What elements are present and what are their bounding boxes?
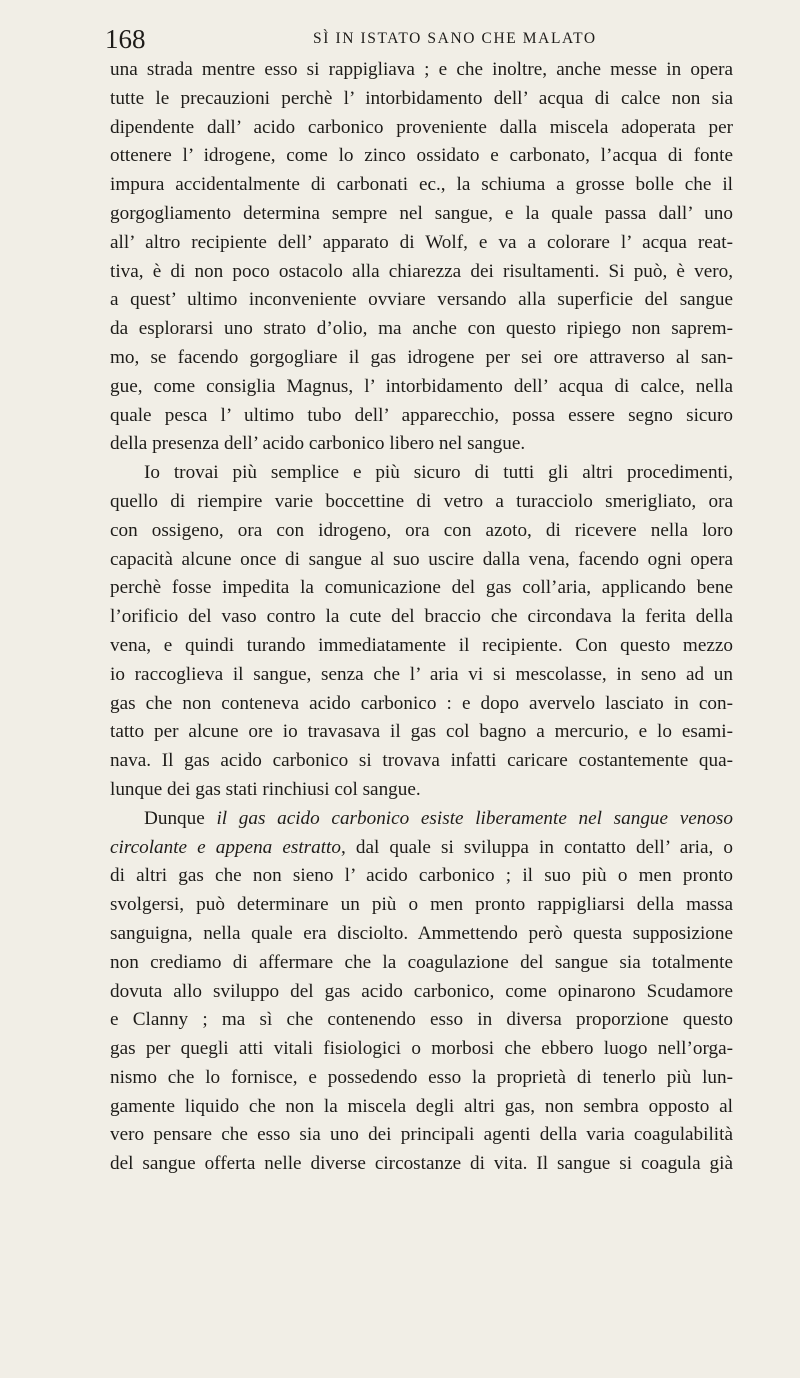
text-line: gamente liquido che non la miscela degli altri gas, non sembra opposto al (110, 1095, 733, 1117)
text-line: sanguigna, nella quale era disciolto. Ammettendo però questa supposizione (110, 922, 733, 944)
text-run: Dunque (144, 807, 217, 829)
text-line: nismo che lo fornisce, e possedendo esso la proprietà di tenerlo più lun- (110, 1066, 733, 1088)
text-line: dipendente dall’ acido carbonico proveniente dalla miscela adoperata per (110, 116, 733, 138)
text-line: quale pesca l’ ultimo tubo dell’ apparecchio, possa essere segno sicuro (110, 404, 733, 426)
italic-emphasis: circolante e appena estratto (110, 836, 341, 858)
running-head: SÌ IN ISTATO SANO CHE MALATO (313, 30, 597, 47)
text-line: all’ altro recipiente dell’ apparato di Wolf, e va a colorare l’ acqua reat- (110, 231, 733, 253)
text-line: dovuta allo sviluppo del gas acido carbonico, come opinarono Scudamore (110, 980, 733, 1002)
text-line: della presenza dell’ acido carbonico libero nel sangue. (110, 433, 526, 455)
text-line: perchè fosse impedita la comunicazione del gas coll’aria, applicando bene (110, 577, 733, 599)
text-line: con ossigeno, ora con idrogeno, ora con azoto, di ricevere nella loro (110, 519, 733, 541)
page-header (105, 22, 705, 56)
text-line: di altri gas che non sieno l’ acido carbonico ; il suo più o men pronto (110, 865, 733, 887)
text-line: e Clanny ; ma sì che contenendo esso in diversa proporzione questo (110, 1009, 733, 1031)
text-line: vena, e quindi turando immediatamente il recipiente. Con questo mezzo (110, 634, 733, 656)
text-line (110, 805, 733, 834)
text-line: del sangue offerta nelle diverse circostanze di vita. Il sangue si coagula già (110, 1153, 733, 1175)
page-number: 168 (105, 24, 146, 54)
text-line: gorgogliamento determina sempre nel sangue, e la quale passa dall’ uno (110, 202, 733, 224)
body-text (110, 56, 733, 1179)
text-line: lunque dei gas stati rinchiusi col sangue. (110, 778, 421, 800)
text-line: io raccoglieva il sangue, senza che l’ aria vi si mescolasse, in seno ad un (110, 663, 733, 685)
text-line: impura accidentalmente di carbonati ec., la schiuma a grosse bolle che il (110, 174, 733, 196)
text-line (110, 834, 733, 863)
text-line: vero pensare che esso sia uno dei principali agenti della varia coagulabilità (110, 1124, 733, 1146)
text-line: non crediamo di affermare che la coagulazione del sangue sia totalmente (110, 951, 733, 973)
text-line: tiva, è di non poco ostacolo alla chiarezza dei risultamenti. Si può, è vero, (110, 260, 733, 282)
text-line: ottenere l’ idrogene, come lo zinco ossidato e carbonato, l’acqua di fonte (110, 145, 733, 167)
text-line: gas per quegli atti vitali fisiologici o morbosi che ebbero luogo nell’orga- (110, 1038, 733, 1060)
text-line: a quest’ ultimo inconveniente ovviare versando alla superficie del sangue (110, 289, 733, 311)
text-run: , dal quale si sviluppa in contatto dell’ aria, o (340, 836, 733, 858)
text-line: svolgersi, può determinare un più o men pronto rappigliarsi della massa (110, 894, 733, 916)
text-line: gue, come consiglia Magnus, l’ intorbidamento dell’ acqua di calce, nella (110, 375, 733, 397)
text-line: una strada mentre esso si rappigliava ; e che inoltre, anche messe in opera (110, 59, 733, 80)
text-line: mo, se facendo gorgogliare il gas idrogene per sei ore attraverso al san- (110, 346, 733, 368)
text-line: nava. Il gas acido carbonico si trovava infatti caricare costantemente qua- (110, 750, 733, 772)
text-line: tutte le precauzioni perchè l’ intorbidamento dell’ acqua di calce non sia (110, 87, 733, 109)
text-line: tatto per alcune ore io travasava il gas col bagno a mercurio, e lo esami- (110, 721, 733, 743)
italic-emphasis: il gas acido carbonico esiste liberamente nel sangue venoso (216, 807, 733, 829)
text-line: Io trovai più semplice e più sicuro di tutti gli altri procedimenti, (144, 462, 733, 484)
text-line: da esplorarsi uno strato d’olio, ma anche con questo ripiego non saprem- (110, 318, 733, 340)
text-line: l’orificio del vaso contro la cute del braccio che circondava la ferita della (110, 606, 733, 628)
text-line: capacità alcune once di sangue al suo uscire dalla vena, facendo ogni opera (110, 548, 733, 570)
text-line: quello di riempire varie boccettine di vetro a turacciolo smerigliato, ora (110, 490, 733, 512)
text-line: gas che non conteneva acido carbonico : e dopo avervelo lasciato in con- (110, 692, 733, 714)
